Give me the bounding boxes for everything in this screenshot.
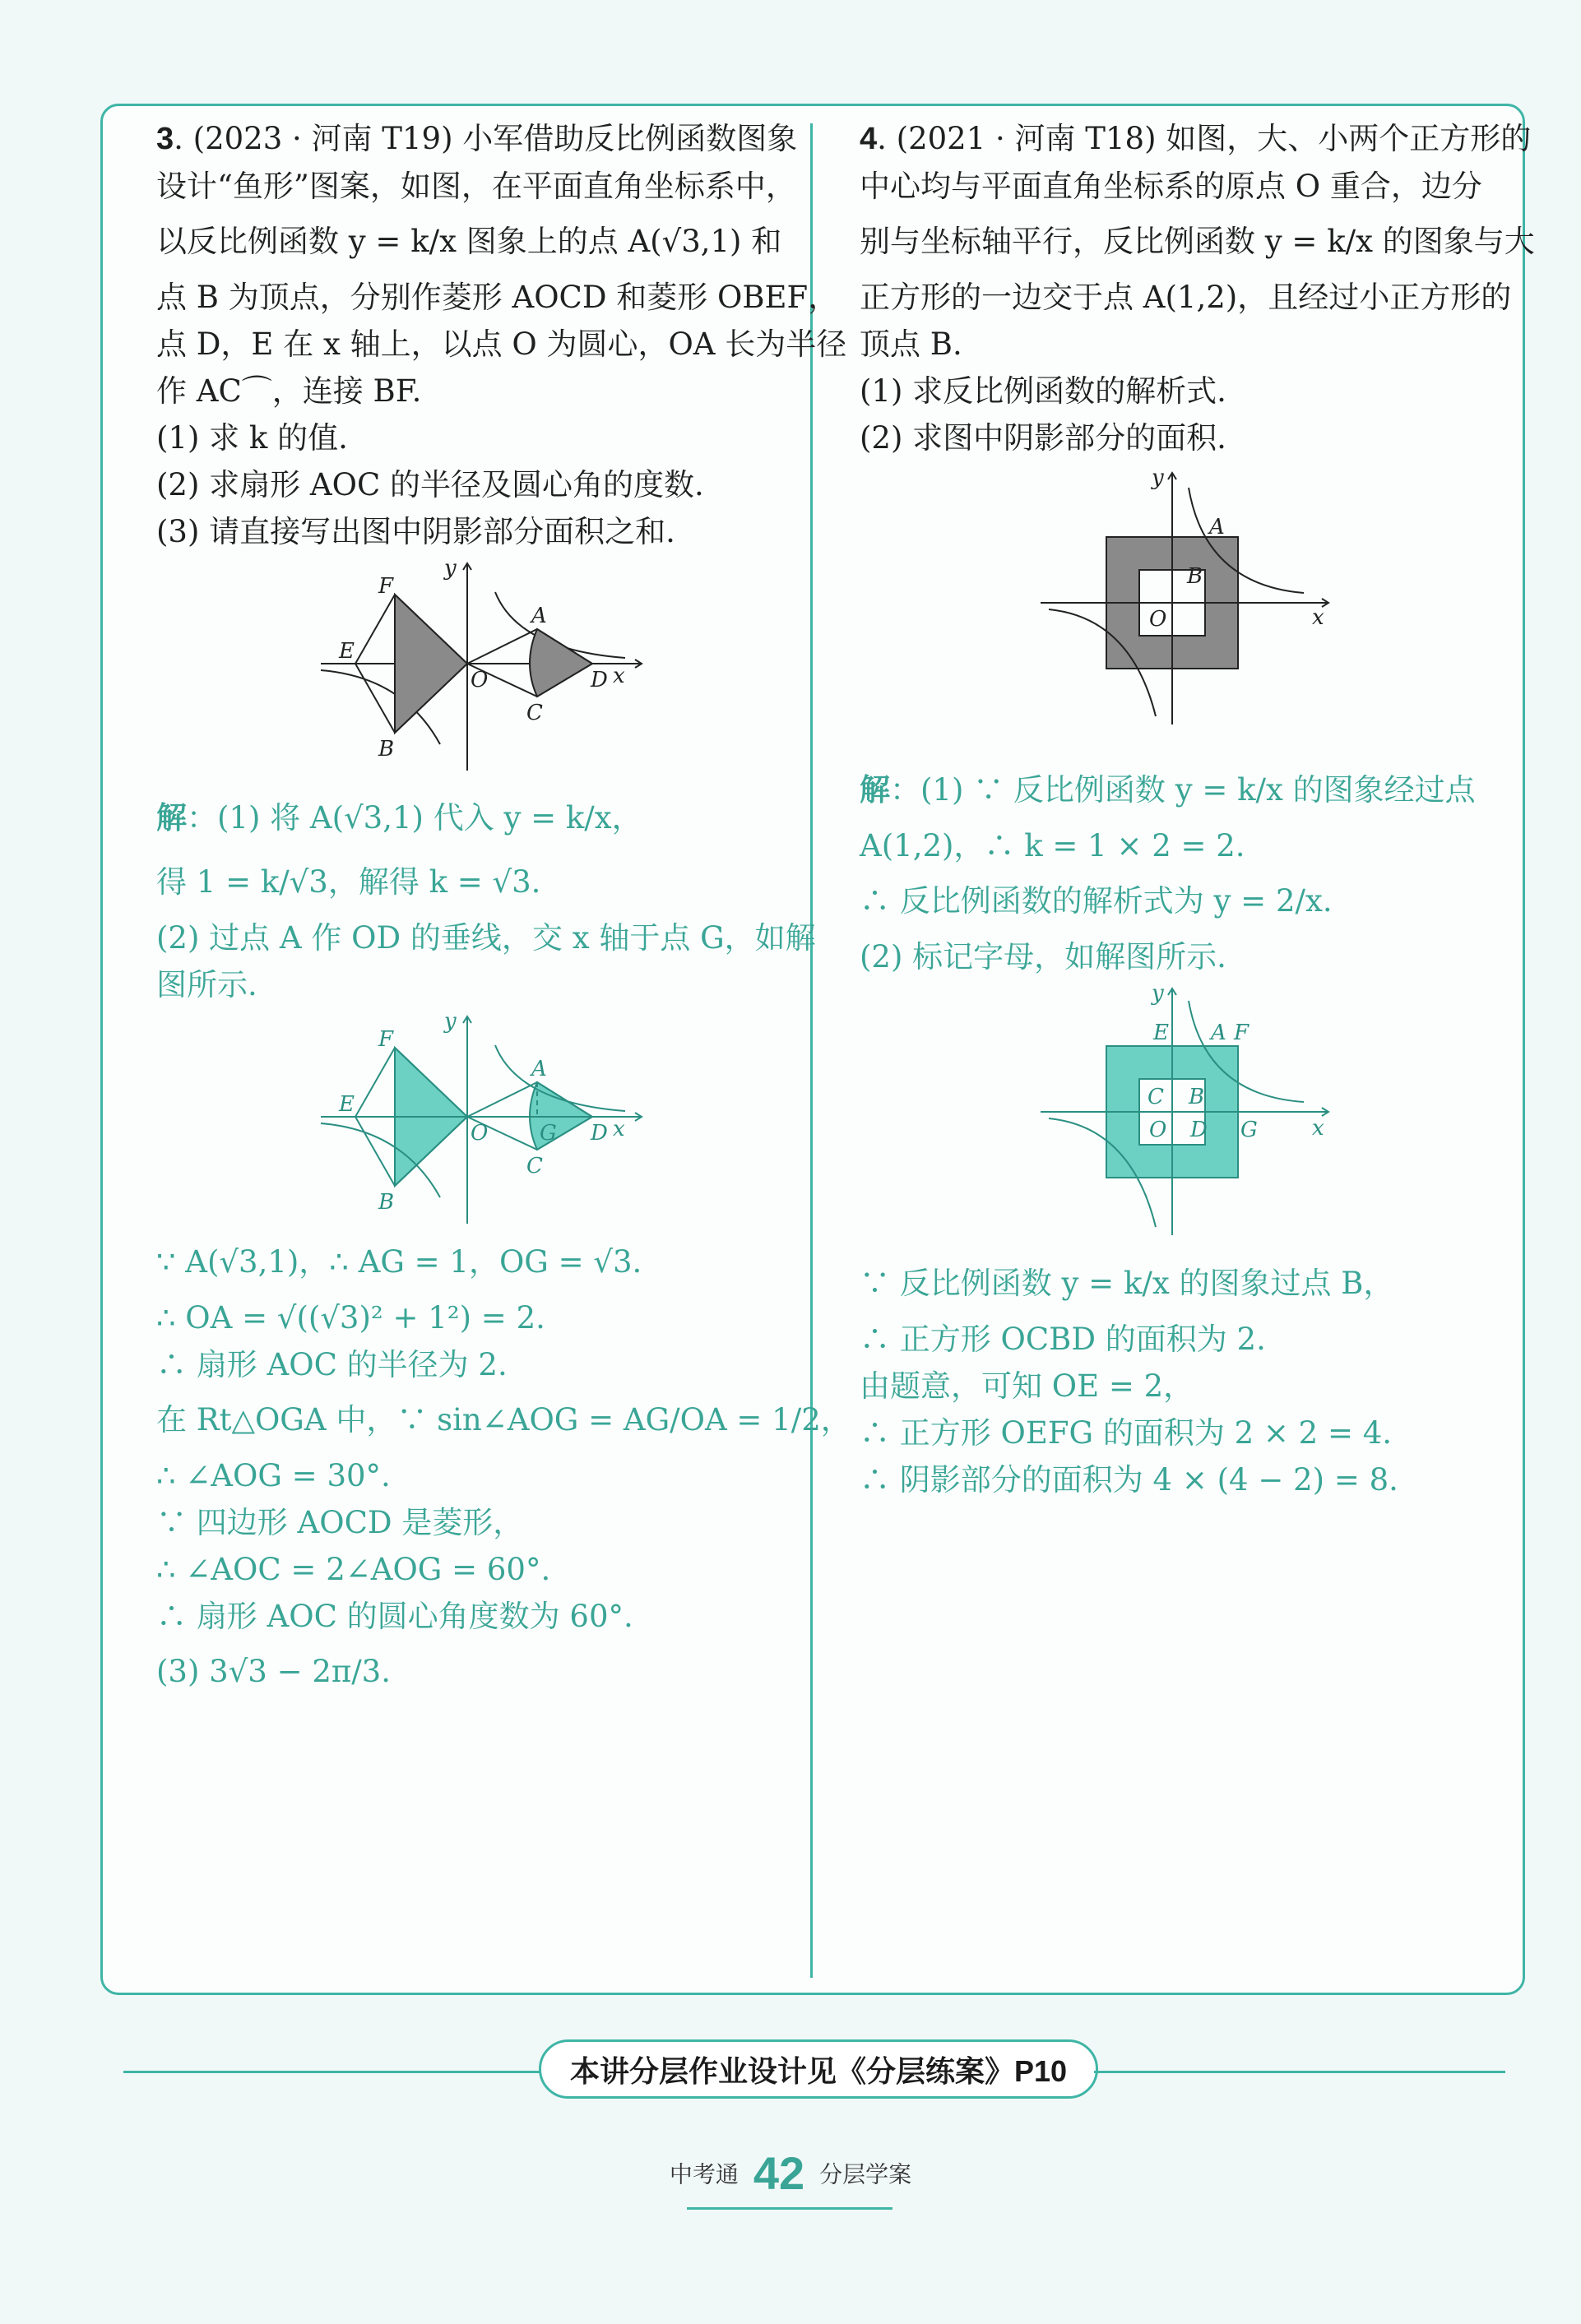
footer-right-label: 分层学案: [819, 2161, 912, 2187]
sol-label-D: D: [591, 1121, 608, 1146]
problem-3: [156, 115, 851, 1704]
label-E: E: [339, 639, 355, 664]
p4-sol-line-1: 解：(1) ∵ 反比例函数 y = k/x 的图象经过点: [860, 771, 1476, 808]
p3-solution-part1: [156, 785, 816, 1008]
sol-label-G: G: [540, 1121, 557, 1146]
p3-line-2: 设计“鱼形”图案，如图，在平面直角坐标系中，: [156, 169, 796, 204]
p4-sol-label-E: E: [1153, 1021, 1169, 1045]
sol-label-F: F: [378, 1027, 394, 1052]
p3-sol-line-6: ∴ OA = √((√3)² + 1²) = 2.: [156, 1300, 545, 1336]
p3-line-1: 3. (2023 · 河南 T19) 小军借助反比例函数图象: [156, 121, 798, 156]
footer-left-label: 中考通: [669, 2161, 739, 2187]
footer-banner-text: 本讲分层作业设计见《分层练案》P10: [539, 2039, 1098, 2099]
p3-sol-line-4: 图所示.: [156, 967, 257, 1002]
p4-label-y: y: [1152, 465, 1164, 490]
p4-sol-line-4: (2) 标记字母，如解图所示.: [860, 939, 1226, 975]
p4-question-1: (1) 求反比例函数的解析式.: [860, 373, 1226, 409]
p3-sol-line-11: ∴ ∠AOC = 2∠AOG = 60°.: [156, 1552, 551, 1587]
p4-solution-figure: [860, 980, 1509, 1252]
p4-line-5: 顶点 B.: [860, 326, 962, 362]
p4-sol-line-2: A(1,2)，∴ k = 1 × 2 = 2.: [860, 828, 1245, 863]
p4-sol-label-F: F: [1234, 1021, 1250, 1045]
p3-shaded-left: [395, 595, 467, 733]
p4-sol-line-7: 由题意，可知 OE = 2，: [860, 1368, 1194, 1404]
p4-figure: [860, 461, 1509, 757]
p4-line-1: 4. (2021 · 河南 T18) 如图，大、小两个正方形的: [860, 121, 1532, 156]
p3-sol-line-7: ∴ 扇形 AOC 的半径为 2.: [156, 1347, 508, 1382]
p4-sol-label-O: O: [1149, 1118, 1167, 1142]
p3-sol-line-3: (2) 过点 A 作 OD 的垂线，交 x 轴于点 G，如解: [156, 920, 816, 956]
label-O: O: [471, 668, 489, 692]
p4-sol-label-y: y: [1152, 981, 1164, 1006]
p3-sol-line-1: 解：(1) 将 A(√3,1) 代入 y = k/x，: [156, 799, 642, 836]
p4-line-3: 别与坐标轴平行，反比例函数 y = k/x 的图象与大: [860, 224, 1535, 259]
sol-label-B: B: [378, 1190, 395, 1215]
p4-solution-part1: [860, 757, 1509, 980]
label-C: C: [526, 701, 543, 725]
p4-sol-line-5: ∵ 反比例函数 y = k/x 的图象过点 B，: [860, 1266, 1394, 1301]
label-F: F: [378, 574, 394, 599]
p3-sol-line-8: 在 Rt△OGA 中，∵ sin∠AOG = AG/OA = 1/2，: [156, 1402, 851, 1437]
p3-solution-figure: [156, 1008, 798, 1230]
p4-solution-label: 解: [860, 771, 890, 808]
p4-label-O: O: [1149, 607, 1167, 632]
sol-label-x: x: [613, 1117, 625, 1141]
p4-sol-label-x: x: [1312, 1116, 1324, 1141]
sol-label-y: y: [444, 1009, 457, 1034]
label-B: B: [378, 737, 395, 762]
p3-sol-line-5: ∵ A(√3,1)，∴ AG = 1，OG = √3.: [156, 1244, 642, 1280]
p4-label-B: B: [1187, 564, 1203, 589]
p4-sol-label-C: C: [1148, 1085, 1164, 1109]
column-divider: [810, 123, 813, 1978]
p4-question-2: (2) 求图中阴影部分的面积.: [860, 420, 1226, 456]
label-y: y: [444, 556, 457, 581]
page-number: 42: [753, 2147, 805, 2199]
p4-sol-line-6: ∴ 正方形 OCBD 的面积为 2.: [860, 1322, 1266, 1357]
p3-sol-line-10: ∵ 四边形 AOCD 是菱形，: [156, 1505, 524, 1540]
sol-label-E: E: [339, 1092, 355, 1117]
p4-sol-label-D: D: [1190, 1118, 1208, 1142]
footer-banner: [123, 2039, 1505, 2105]
p4-sol-line-3: ∴ 反比例函数的解析式为 y = 2/x.: [860, 883, 1333, 919]
p3-question-2: (2) 求扇形 AOC 的半径及圆心角的度数.: [156, 467, 704, 502]
label-A: A: [531, 604, 547, 628]
p3-question-3: (3) 请直接写出图中阴影部分面积之和.: [156, 514, 675, 549]
p4-label-A: A: [1209, 515, 1225, 539]
p4-label-x: x: [1312, 605, 1324, 630]
label-x: x: [613, 664, 625, 688]
p3-line-4: 点 B 为顶点，分别作菱形 AOCD 和菱形 OBEF，: [156, 280, 839, 315]
label-D: D: [591, 668, 608, 692]
footer-line-left: [123, 2071, 543, 2073]
sol-label-O: O: [471, 1121, 489, 1146]
p3-sol-line-13: (3) 3√3 − 2π/3.: [156, 1654, 391, 1689]
p3-sol-line-9: ∴ ∠AOG = 30°.: [156, 1458, 391, 1493]
page-number-block: [0, 2146, 1581, 2212]
p4-sol-label-A: A: [1211, 1021, 1226, 1045]
p3-line-6: 作 AC⌒，连接 BF.: [156, 373, 422, 409]
p3-line-5: 点 D，E 在 x 轴上，以点 O 为圆心，OA 长为半径: [156, 326, 847, 362]
page-number-underline: [687, 2207, 892, 2210]
problem-4: [860, 115, 1535, 1503]
p4-sol-line-9: ∴ 阴影部分的面积为 4 × (4 − 2) = 8.: [860, 1462, 1398, 1498]
sol-label-C: C: [526, 1154, 543, 1178]
p3-number: 3: [156, 122, 174, 156]
footer-line-right: [1094, 2071, 1505, 2073]
p3-shaded-right: [530, 629, 592, 697]
p3-sol-line-2: 得 1 = k/√3，解得 k = √3.: [156, 864, 541, 900]
p4-solution-part2: [860, 1252, 1509, 1503]
p4-sol-label-B: B: [1189, 1085, 1205, 1109]
p3-solution-label: 解: [156, 799, 187, 836]
p3-solution-part2: [156, 1230, 851, 1704]
p3-sol-line-12: ∴ 扇形 AOC 的圆心角度数为 60°.: [156, 1599, 633, 1634]
p4-line-2: 中心均与平面直角坐标系的原点 O 重合，边分: [860, 169, 1482, 204]
p3-figure: [156, 555, 798, 785]
p3-question-1: (1) 求 k 的值.: [156, 420, 348, 456]
p4-sol-label-G: G: [1240, 1118, 1258, 1142]
p3-line-3: 以反比例函数 y = k/x 图象上的点 A(√3,1) 和: [156, 224, 782, 259]
sol-label-A: A: [531, 1057, 547, 1081]
p4-line-4: 正方形的一边交于点 A(1,2)，且经过小正方形的: [860, 280, 1512, 315]
p4-sol-line-8: ∴ 正方形 OEFG 的面积为 2 × 2 = 4.: [860, 1415, 1393, 1451]
p4-number: 4: [860, 122, 878, 156]
